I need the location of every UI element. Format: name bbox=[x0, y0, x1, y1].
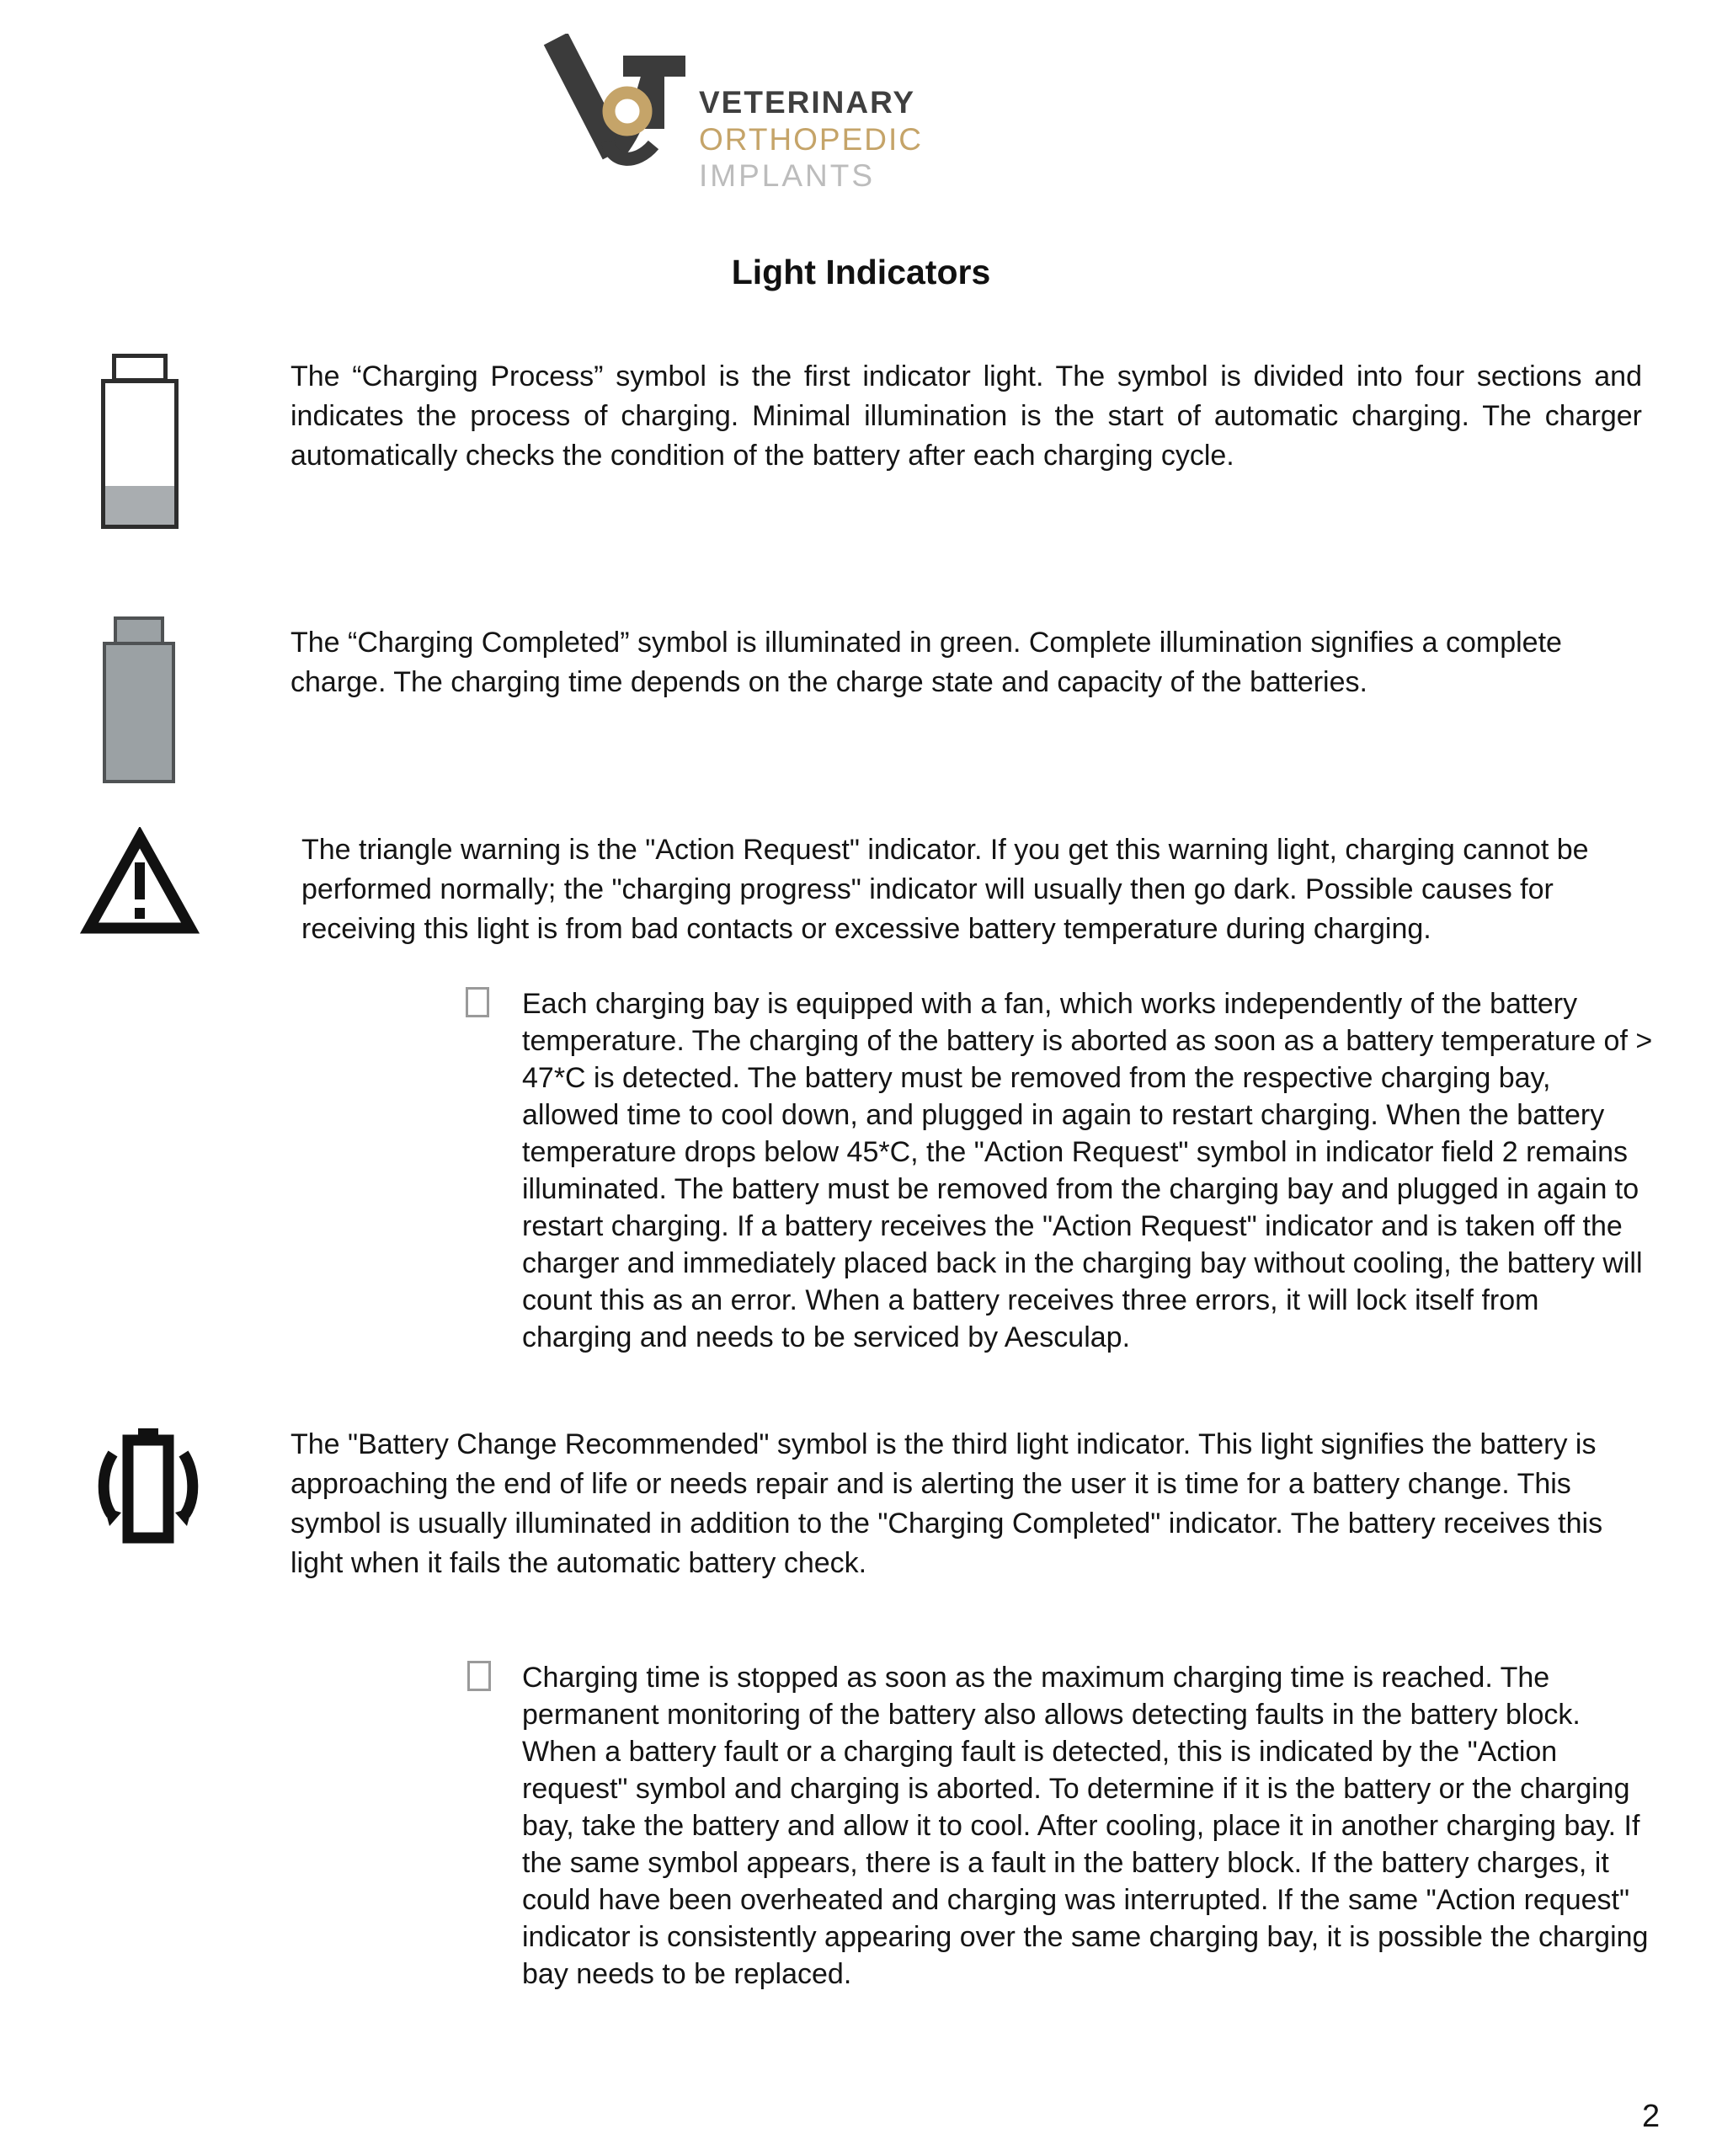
battery-change-recommended-icon bbox=[84, 1425, 212, 1550]
action-request-paragraph: The triangle warning is the "Action Request" indicator. If you get this warning light, charging cannot be performed normally; the "charging progress" indicator will usually then go dark. Possible causes for receiving this light is from bad contacts or excessive battery temperature during charging. bbox=[301, 834, 1589, 945]
warning-triangle-icon bbox=[80, 827, 200, 938]
battery-fill-level bbox=[105, 486, 174, 525]
battery-cap bbox=[114, 616, 164, 645]
voi-logo-icon bbox=[539, 34, 689, 175]
company-logo bbox=[539, 24, 923, 195]
battery-charging-completed-icon bbox=[103, 616, 175, 783]
max-charging-time-bullet-text: Charging time is stopped as soon as the maximum charging time is reached. The permanent monitoring of the battery also allows detecting faults in the battery block. When a battery fault or a charging fault is detected, this is indicated by the "Action request" symbol and charging is aborted. To determine if it is the battery or the charging bay, take the battery and allow it to cool. After cooling, place it in another charging bay. If the same symbol appears, there is a fault in the battery block. If the battery charges, it could have been overheated and charging was interrupted. If the same "Action request" indicator is consistently appearing over the same charging bay, it is possible the charging bay needs to be replaced. bbox=[522, 1662, 1649, 1990]
page-number: 2 bbox=[1642, 2099, 1661, 2134]
battery-body bbox=[101, 379, 179, 529]
charging-process-paragraph: The “Charging Process” symbol is the first indicator light. The symbol is divided into four sections and indicates the process of charging. Minimal illumination is the start of automatic charging. The charger automatically checks the condition of the battery after each charging cycle. bbox=[291, 360, 1642, 472]
battery-cap bbox=[112, 354, 168, 382]
battery-body bbox=[103, 642, 175, 783]
logo-text bbox=[699, 84, 923, 195]
battery-change-paragraph: The "Battery Change Recommended" symbol is the third light indicator. This light signifies the battery is approaching the end of life or needs repair and is alerting the user it is time for a battery change. This symbol is usually illuminated in addition to the "Charging Completed" indicator. The battery receives this light when it fails the automatic battery check. bbox=[291, 1428, 1603, 1579]
bullet-box-icon bbox=[466, 987, 489, 1017]
fan-overheat-bullet-text: Each charging bay is equipped with a fan, which works independently of the battery temperature. The charging of the battery is aborted as soon as a battery temperature of > 47*C is detected. The battery must be removed from the respective charging bay, allowed time to cool down, and plugged in again to restart charging. When the battery temperature drops below 45*C, the "Action Request" symbol in indicator field 2 remains illuminated. The battery must be removed from the charging bay and plugged in again to restart charging. If a battery receives the "Action Request" indicator and is taken off the charger and immediately placed back in the charging bay without cooling, the battery will count this as an error. When a battery receives three errors, it will lock itself from charging and needs to be serviced by Aesculap. bbox=[522, 988, 1653, 1353]
battery-charging-process-icon bbox=[101, 354, 179, 529]
logo-line-implants: IMPLANTS bbox=[699, 158, 876, 194]
charging-completed-paragraph: The “Charging Completed” symbol is illuminated in green. Complete illumination signifies a complete charge. The charging time depends on the charge state and capacity of the batteries. bbox=[291, 627, 1562, 698]
page-title: Light Indicators bbox=[731, 253, 991, 291]
logo-line-orthopedic: ORTHOPEDIC bbox=[699, 121, 924, 157]
logo-line-veterinary: VETERINARY bbox=[699, 85, 916, 120]
bullet-box-icon bbox=[467, 1661, 491, 1691]
